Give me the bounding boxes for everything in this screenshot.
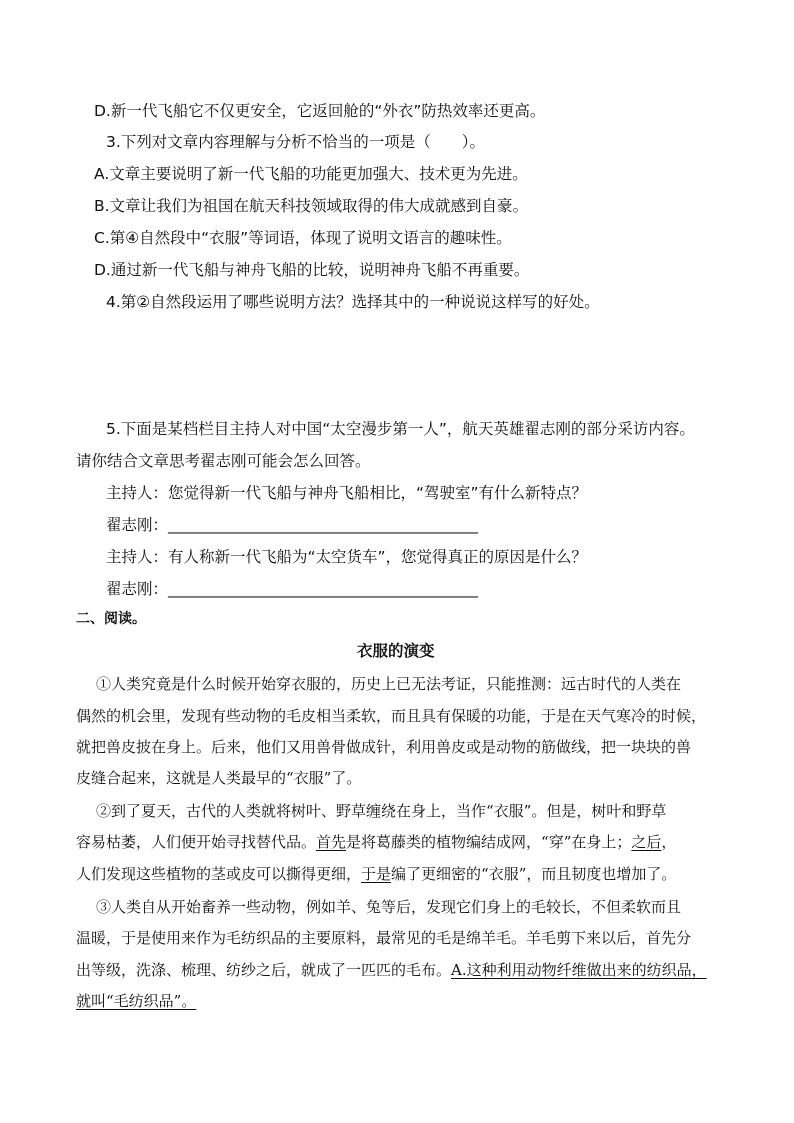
paragraph-1-line-4: 皮缝合起来，这就是人类最早的“衣服”了。	[76, 769, 362, 787]
q4-stem: 4.第②自然段运用了哪些说明方法？选择其中的一种说说这样写的好处。	[106, 293, 600, 311]
paragraph-2-line-1: ②到了夏天，古代的人类就将树叶、野草缠绕在身上，当作“衣服”。但是，树叶和野草	[96, 802, 667, 820]
paragraph-2-line-3: 人们发现这些植物的茎或皮可以撕得更细，于是编了更细密的“衣服”，而且韧度也增加了。	[76, 865, 677, 883]
q3-option-a: A.文章主要说明了新一代飞船的功能更加强大、技术更为先进。	[94, 165, 528, 183]
paragraph-2-line-2: 容易枯萎，人们便开始寻找替代品。首先是将葛藤类的植物编结成网，“穿”在身上；之后，	[76, 833, 677, 851]
q5-stem-line2: 请你结合文章思考翟志刚可能会怎么回答。	[76, 452, 371, 470]
q3-option-b: B.文章让我们为祖国在航天科技领域取得的伟大成就感到自豪。	[94, 197, 529, 215]
q3-option-c: C.第④自然段中“衣服”等词语，体现了说明文语言的趣味性。	[94, 229, 512, 247]
interview-host-question-1: 主持人：您觉得新一代飞船与神舟飞船相比，“驾驶室”有什么新特点？	[106, 484, 588, 502]
article-title: 衣服的演变	[357, 642, 435, 660]
underlined-word-first: 首先	[316, 833, 347, 851]
paragraph-1-line-1: ①人类究竟是什么时候开始穿衣服的，历史上已无法考证，只能推测：远古时代的人类在	[96, 675, 682, 693]
underlined-sentence-a: A.这种利用动物纤维做出来的纺织品，	[451, 961, 707, 979]
paragraph-3-line-4: 就叫“毛纺织品”。	[76, 992, 197, 1010]
paragraph-3-line-3: 出等级，洗涤、梳理、纺纱之后，就成了一匹匹的毛布。A.这种利用动物纤维做出来的纺织品，	[76, 961, 707, 979]
interview-answer-blank-1[interactable]: 翟志刚：________________________________________	[106, 516, 479, 534]
q5-stem-line1: 5.下面是某档栏目主持人对中国“太空漫步第一人”，航天英雄翟志刚的部分采访内容。	[106, 420, 695, 438]
paragraph-1-line-3: 就把兽皮披在身上。后来，他们又用兽骨做成针，利用兽皮或是动物的筋做线，把一块块的兽	[76, 738, 692, 756]
underlined-word-after: 之后	[631, 833, 662, 851]
section-heading: 二、阅读。	[76, 611, 146, 627]
paragraph-3-line-1: ③人类自从开始畜养一些动物，例如羊、兔等后，发现它们身上的毛较长，不但柔软而且	[96, 898, 682, 916]
underlined-word-so: 于是	[361, 865, 392, 883]
q2-option-d: D.新一代飞船它不仅更安全，它返回舱的“外衣”防热效率还更高。	[94, 102, 546, 120]
q3-stem: 3.下列对文章内容理解与分析不恰当的一项是（ ）。	[106, 133, 486, 151]
interview-host-question-2: 主持人：有人称新一代飞船为“太空货车”，您觉得真正的原因是什么？	[106, 548, 588, 566]
q3-option-d: D.通过新一代飞船与神舟飞船的比较，说明神舟飞船不再重要。	[94, 261, 530, 279]
paragraph-3-line-2: 温暖，于是使用来作为毛纺织品的主要原料，最常见的毛是绵羊毛。羊毛剪下来以后，首先分	[76, 929, 692, 947]
interview-answer-blank-2[interactable]: 翟志刚：________________________________________	[106, 580, 479, 598]
paragraph-1-line-2: 偶然的机会里，发现有些动物的毛皮相当柔软，而且具有保暖的功能，于是在天气寒冷的时候，	[76, 707, 707, 725]
